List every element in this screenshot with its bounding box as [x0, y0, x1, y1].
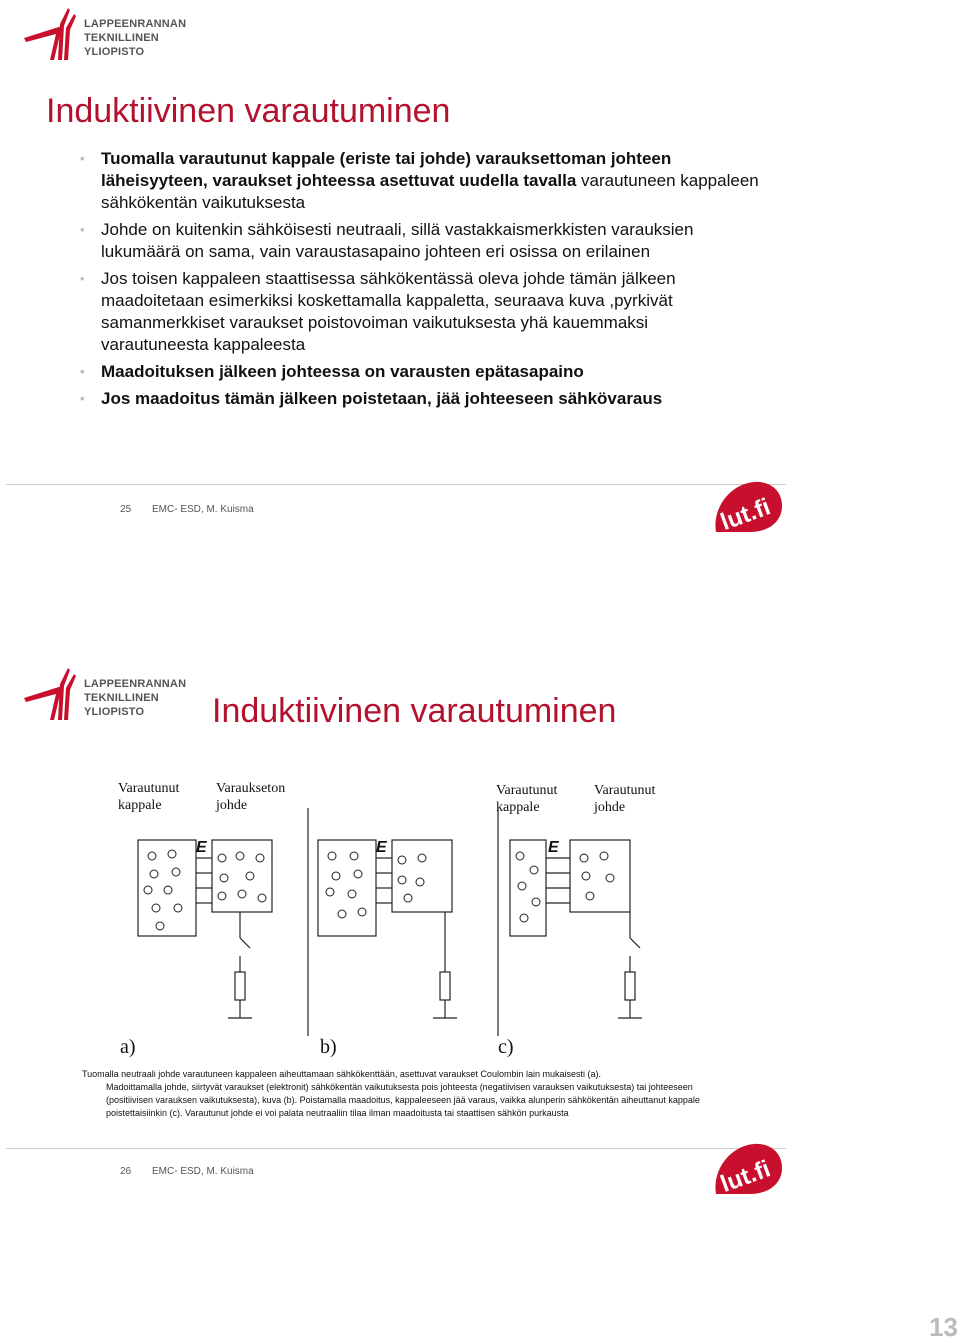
slide1-bullet-list — [80, 148, 760, 415]
bullet-item: • Tuomalla varautunut kappale (eriste tai johde) varauksettoman johteen läheisyyteen, varaukset johteessa asettuvat uudella tavalla varautuneen kappaleen sähkökentän vaikutuksesta — [80, 148, 760, 214]
lut-wing-icon — [22, 664, 84, 722]
lut-fi-logo-text-2: lut.fi — [717, 1155, 774, 1196]
label-charged-conductor: Varautunut johde — [594, 783, 656, 815]
slide1-footer-page: 25 — [120, 504, 132, 515]
diagram-drawing — [110, 778, 680, 1063]
induction-diagram — [110, 778, 680, 1063]
bullet-item: • Maadoituksen jälkeen johteessa on varausten epätasapaino — [80, 361, 760, 383]
lut-fi-logo — [710, 478, 784, 534]
field-symbol-a: E — [196, 839, 207, 856]
lut-university-logo-2 — [22, 664, 202, 722]
bullet-item: • Jos toisen kappaleen staattisessa sähkökentässä oleva johde tämän jälkeen maadoitetaan esimerkiksi koskettamalla kappaletta, seuraava kuva ,pyrkivät samanmerkkiset varaukset poistovoiman vaikutuksesta yhä kauemmaksi varautuneesta kappaleesta — [80, 268, 760, 356]
field-symbol-c: E — [548, 839, 559, 856]
diagram-label-a: a) — [120, 1036, 136, 1058]
lut-fi-logo-text: lut.fi — [717, 493, 774, 534]
logo-line1: LAPPEENRANNAN — [84, 678, 187, 690]
slide2-footer-divider — [6, 1148, 786, 1149]
bullet-item: • Jos maadoitus tämän jälkeen poistetaan, jää johteeseen sähkövaraus — [80, 388, 760, 410]
diagram-caption — [82, 1068, 742, 1120]
slide1-footer-divider — [6, 484, 786, 485]
logo-line2: TEKNILLINEN YLIOPISTO — [84, 692, 159, 718]
page-number: 13 — [929, 1312, 958, 1342]
slide2-footer-author: EMC- ESD, M. Kuisma — [152, 1166, 254, 1177]
slide1-footer-author: EMC- ESD, M. Kuisma — [152, 504, 254, 515]
label-charged-body: Varautunut kappale — [118, 781, 180, 813]
label-uncharged-conductor: Varaukseton johde — [216, 781, 286, 813]
lut-university-logo — [22, 4, 202, 62]
slide2-title: Induktiivinen varautuminen — [212, 692, 617, 730]
field-symbol-b: E — [376, 839, 387, 856]
lut-fi-logo-2 — [710, 1140, 784, 1196]
caption-line-1: Tuomalla neutraali johde varautuneen kappaleen aiheuttamaan sähkökenttään, asettuvat varaukset Coulombin lain mukaisesti (a). — [82, 1069, 601, 1079]
label-charged-body-2: Varautunut kappale — [496, 783, 558, 815]
slide2-footer-page: 26 — [120, 1166, 132, 1177]
logo-line2: TEKNILLINEN YLIOPISTO — [84, 32, 159, 58]
lut-wing-icon — [22, 4, 84, 62]
logo-line1: LAPPEENRANNAN — [84, 18, 187, 30]
diagram-label-c: c) — [498, 1036, 514, 1058]
caption-line-2: Madoittamalla johde, siirtyvät varaukset (elektronit) sähkökentän vaikutuksesta pois johteesta (negatiivisen varauksen vaikutuksesta) tai johteeseen (positiivisen varauksen vaikutuksesta), kuva (b). Poistamalla maadoitus, kappaleeseen jää varaus, vaikka alunperin sähkökentän aiheuttanut kappale poistettaisiinkin (c). Varautunut johde ei voi palata neutraaliin tilaa ilman maadoitusta tai staattisen sähkön purkausta — [106, 1082, 700, 1118]
slide1-title: Induktiivinen varautuminen — [46, 92, 451, 130]
diagram-label-b: b) — [320, 1036, 337, 1058]
bullet-item: • Johde on kuitenkin sähköisesti neutraali, sillä vastakkaismerkkisten varauksien lukumäärä on sama, vain varaustasapaino johteen eri osissa on erilainen — [80, 219, 760, 263]
